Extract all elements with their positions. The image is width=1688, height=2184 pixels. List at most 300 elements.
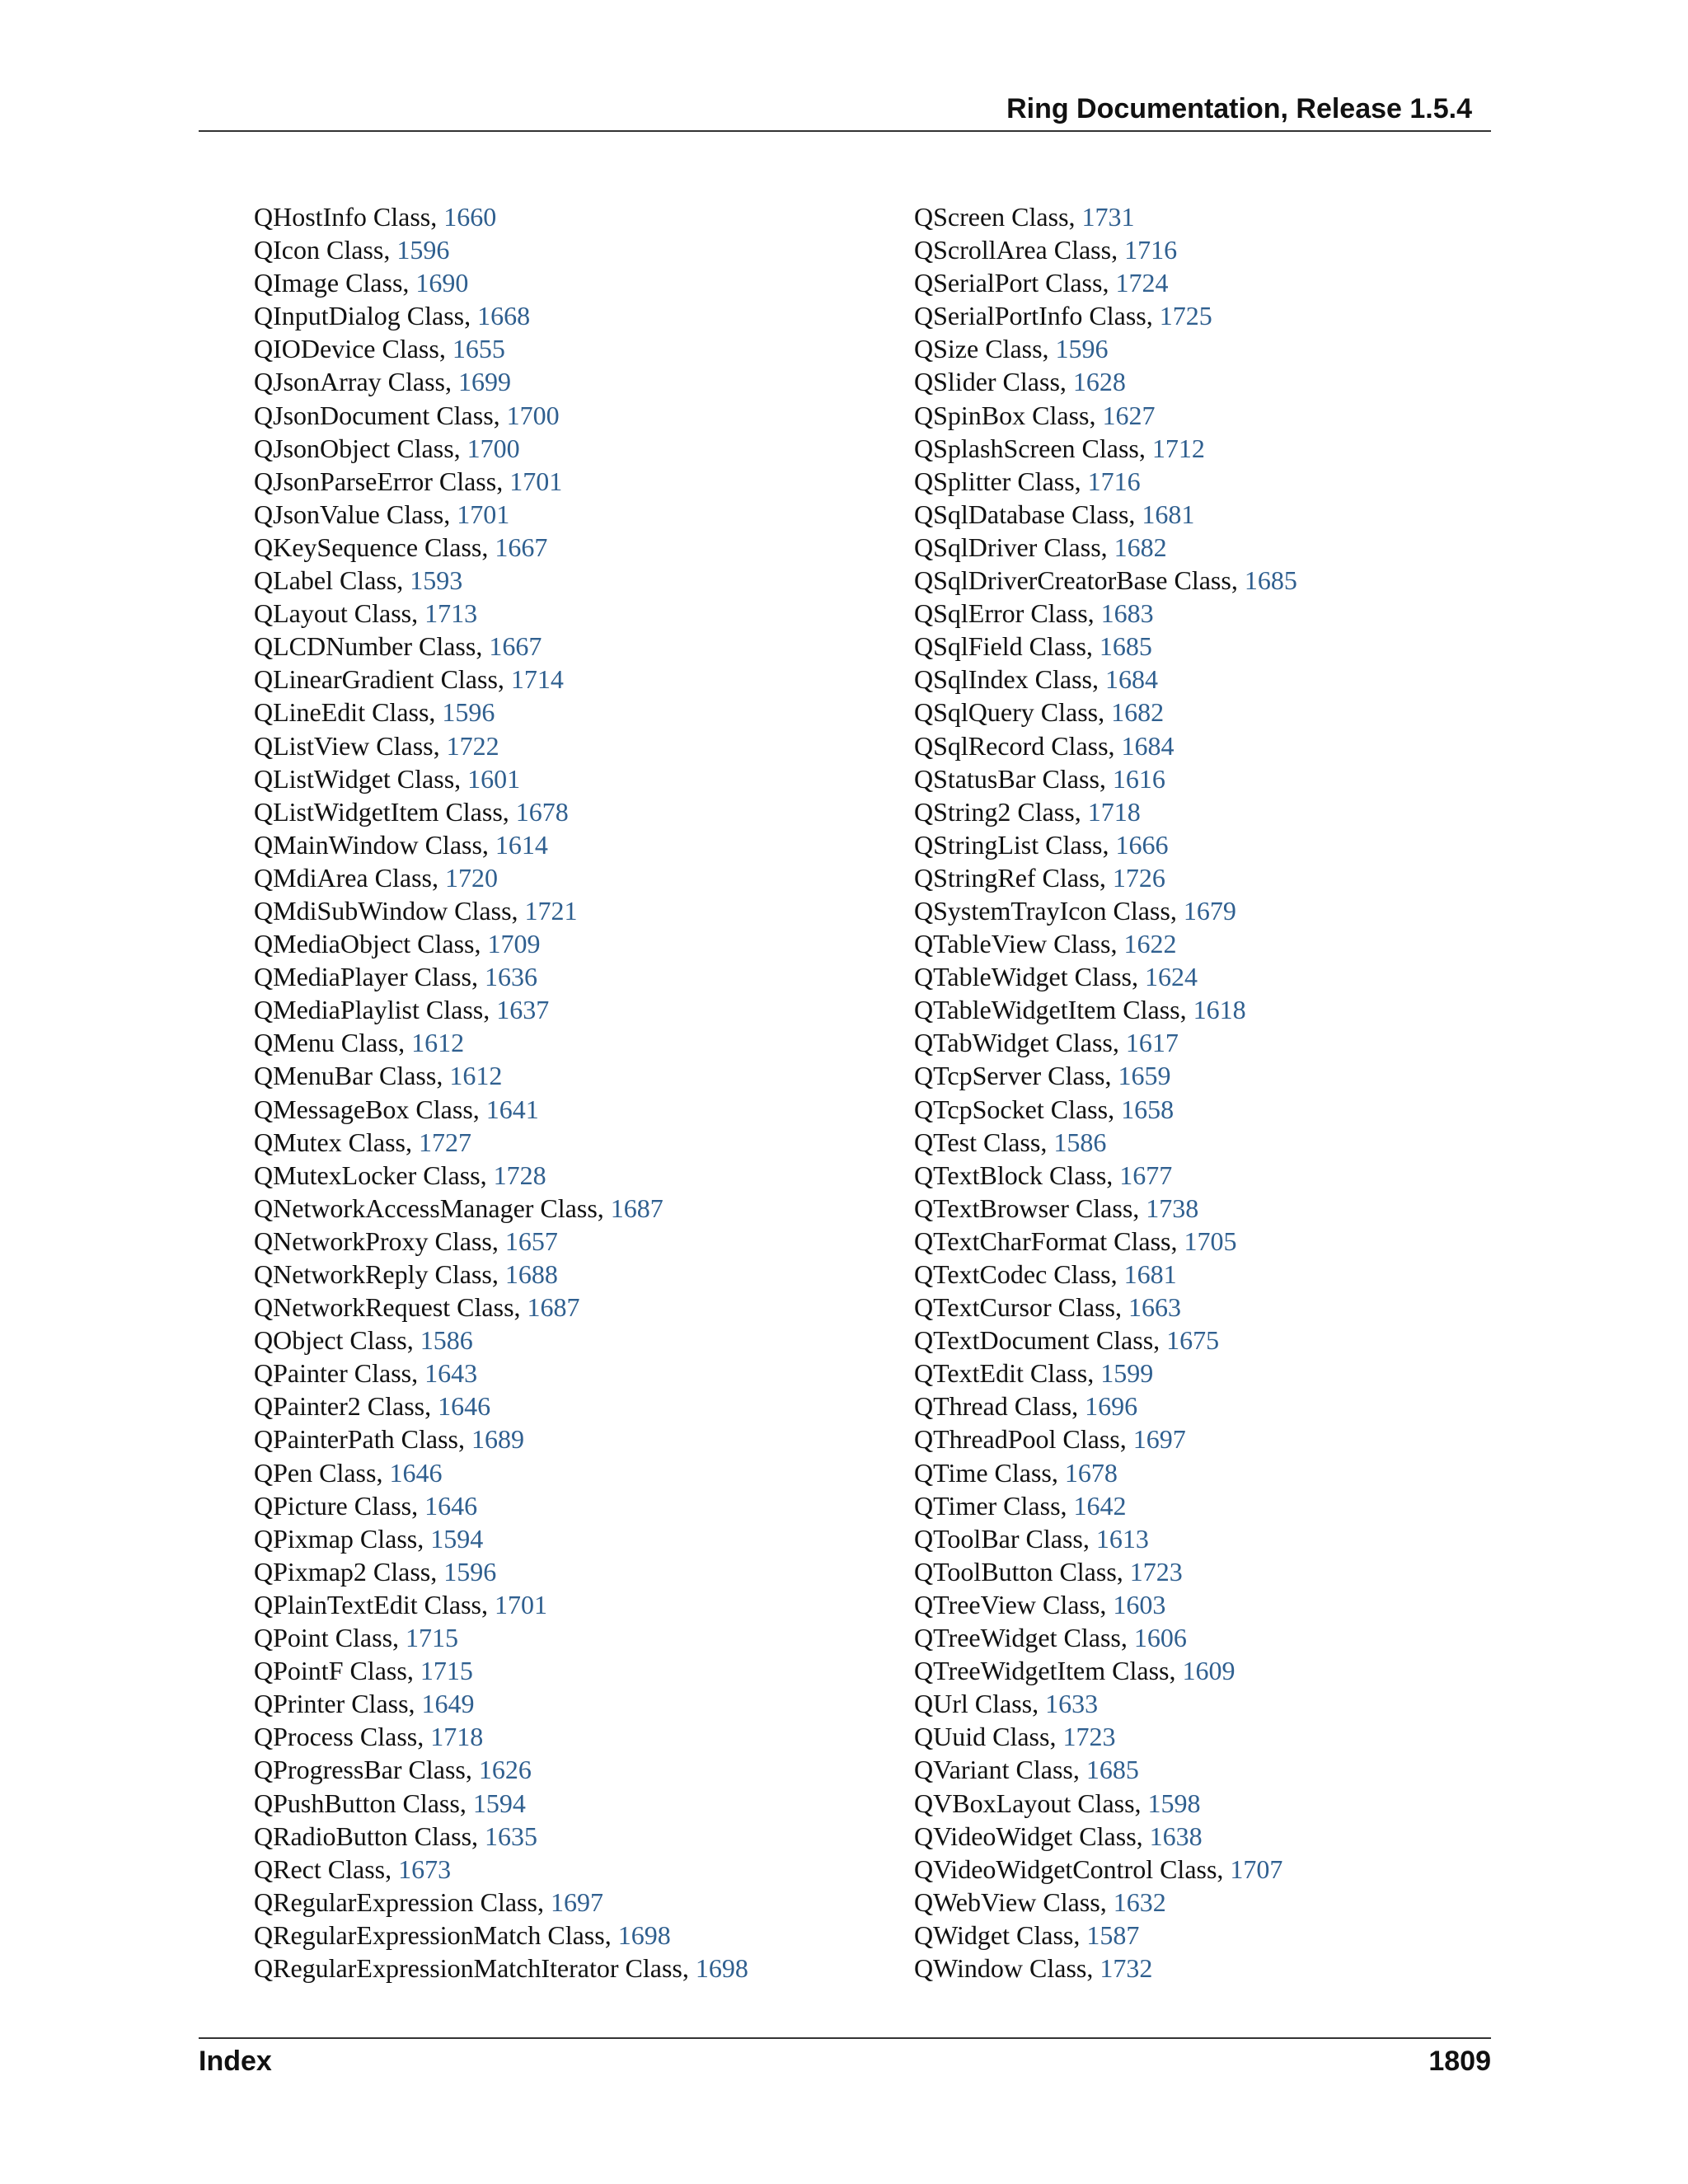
index-entry: QPainter2 Class, 1646	[254, 1391, 491, 1422]
index-entry: QSize Class, 1596	[914, 334, 1109, 364]
index-entry: QWindow Class, 1732	[914, 1952, 1153, 1983]
page-link[interactable]: 1638	[1149, 1821, 1203, 1851]
index-term: QScrollArea Class	[914, 235, 1112, 265]
index-term: QScreen Class	[914, 202, 1069, 232]
page-link[interactable]: 1603	[1113, 1589, 1166, 1619]
index-term: QTcpServer Class	[914, 1061, 1105, 1091]
index-entry: QSqlDriver Class, 1682	[914, 532, 1167, 562]
page-link[interactable]: 1698	[617, 1919, 671, 1950]
page-link[interactable]: 1728	[493, 1160, 546, 1190]
index-entry: QTextCodec Class, 1681	[914, 1259, 1177, 1289]
index-entry: QKeySequence Class, 1667	[254, 532, 548, 562]
index-term: QNetworkProxy Class	[254, 1226, 492, 1256]
page-link[interactable]: 1709	[487, 929, 541, 959]
page-link[interactable]: 1690	[415, 268, 469, 298]
index-term: QProcess Class	[254, 1722, 418, 1752]
index-entry: QThreadPool Class, 1697	[914, 1424, 1186, 1455]
index-term: QSqlDriverCreatorBase Class	[914, 565, 1231, 596]
page-link[interactable]: 1596	[442, 697, 495, 728]
index-entry: QStringList Class, 1666	[914, 829, 1169, 860]
index-entry: QJsonDocument Class, 1700	[254, 400, 560, 430]
page-link[interactable]: 1698	[695, 1952, 748, 1983]
page-link[interactable]: 1632	[1113, 1886, 1166, 1917]
index-term: QSqlRecord Class	[914, 730, 1109, 761]
index-term: QTimer Class	[914, 1490, 1061, 1521]
index-entry: QPainter Class, 1643	[254, 1358, 478, 1389]
page-link[interactable]: 1723	[1062, 1722, 1116, 1752]
index-entry: QString2 Class, 1718	[914, 796, 1141, 827]
page-link[interactable]: 1675	[1166, 1325, 1220, 1356]
page-link[interactable]: 1682	[1111, 697, 1165, 728]
index-entry: QTextEdit Class, 1599	[914, 1358, 1154, 1389]
index-entry: QPlainTextEdit Class, 1701	[254, 1589, 547, 1619]
index-entry: QLinearGradient Class, 1714	[254, 664, 564, 695]
index-entry: QNetworkReply Class, 1688	[254, 1259, 558, 1289]
index-entry: QLCDNumber Class, 1667	[254, 631, 542, 662]
index-entry: QMdiSubWindow Class, 1721	[254, 895, 578, 926]
index-entry: QTreeView Class, 1603	[914, 1589, 1166, 1619]
index-entry: QPixmap Class, 1594	[254, 1523, 484, 1554]
index-term: QSqlIndex Class	[914, 664, 1092, 695]
page-link[interactable]: 1713	[424, 598, 478, 629]
index-entry: QMenuBar Class, 1612	[254, 1061, 503, 1091]
index-term: QLabel Class	[254, 565, 397, 596]
index-term: QToolBar Class	[914, 1523, 1083, 1554]
index-entry: QTime Class, 1678	[914, 1457, 1118, 1488]
page-link[interactable]: 1720	[444, 862, 498, 893]
index-term: QTabWidget Class	[914, 1028, 1113, 1058]
index-entry: QTimer Class, 1642	[914, 1490, 1127, 1521]
index-entry: QScrollArea Class, 1716	[914, 235, 1178, 265]
page-link[interactable]: 1715	[406, 1623, 459, 1653]
index-entry: QNetworkAccessManager Class, 1687	[254, 1193, 663, 1223]
page-header-title: Ring Documentation, Release 1.5.4	[1006, 93, 1472, 124]
index-term: QSqlError Class	[914, 598, 1088, 629]
index-entry: QMdiArea Class, 1720	[254, 862, 498, 893]
index-term: QLayout Class	[254, 598, 412, 629]
index-entry: QSerialPortInfo Class, 1725	[914, 301, 1212, 331]
index-term: QNetworkAccessManager Class	[254, 1193, 598, 1223]
index-entry: QMutexLocker Class, 1728	[254, 1160, 546, 1190]
index-term: QThreadPool Class	[914, 1424, 1120, 1455]
page-link[interactable]: 1679	[1183, 895, 1236, 926]
index-entry: QToolButton Class, 1723	[914, 1556, 1183, 1586]
page-link[interactable]: 1699	[457, 367, 511, 397]
page-link[interactable]: 1678	[1064, 1457, 1118, 1488]
index-entry: QLabel Class, 1593	[254, 565, 463, 596]
index-entry: QListWidgetItem Class, 1678	[254, 796, 569, 827]
index-term: QVideoWidget Class	[914, 1821, 1137, 1851]
page-link[interactable]: 1594	[472, 1788, 526, 1818]
index-entry: QIODevice Class, 1655	[254, 334, 505, 364]
index-term: QPushButton Class	[254, 1788, 460, 1818]
page-link[interactable]: 1723	[1129, 1556, 1183, 1586]
index-term: QWindow Class	[914, 1952, 1087, 1983]
page-link[interactable]: 1681	[1142, 499, 1195, 529]
index-term: QLinearGradient Class	[254, 664, 498, 695]
index-entry: QHostInfo Class, 1660	[254, 202, 497, 232]
index-entry: QSqlDriverCreatorBase Class, 1685	[914, 565, 1297, 596]
page-link[interactable]: 1718	[430, 1722, 484, 1752]
index-term: QObject Class	[254, 1325, 407, 1356]
page-link[interactable]: 1738	[1146, 1193, 1199, 1223]
index-entry: QNetworkRequest Class, 1687	[254, 1292, 580, 1323]
index-entry: QVideoWidgetControl Class, 1707	[914, 1854, 1283, 1884]
index-entry: QSystemTrayIcon Class, 1679	[914, 895, 1236, 926]
index-entry: QSqlError Class, 1683	[914, 598, 1154, 629]
page-link[interactable]: 1606	[1133, 1623, 1187, 1653]
page-link[interactable]: 1707	[1230, 1854, 1283, 1884]
page-link[interactable]: 1685	[1099, 631, 1152, 662]
index-term: QMutex Class	[254, 1127, 406, 1157]
page-link[interactable]: 1646	[389, 1457, 443, 1488]
index-entry: QSqlDatabase Class, 1681	[914, 499, 1195, 529]
index-entry: QTextDocument Class, 1675	[914, 1325, 1220, 1356]
index-term: QMessageBox Class	[254, 1094, 473, 1124]
index-term: QSqlDriver Class	[914, 532, 1101, 562]
page-link[interactable]: 1712	[1151, 433, 1205, 463]
index-entry: QObject Class, 1586	[254, 1325, 473, 1356]
page-link[interactable]: 1586	[1053, 1127, 1107, 1157]
index-entry: QSplashScreen Class, 1712	[914, 433, 1205, 463]
page-link[interactable]: 1701	[509, 466, 563, 496]
index-term: QPixmap Class	[254, 1523, 418, 1554]
index-term: QPen Class	[254, 1457, 377, 1488]
page-link[interactable]: 1725	[1159, 301, 1212, 331]
page-link[interactable]: 1643	[424, 1358, 478, 1389]
index-entry: QSqlField Class, 1685	[914, 631, 1152, 662]
page-link[interactable]: 1596	[396, 235, 450, 265]
index-entry: QScreen Class, 1731	[914, 202, 1135, 232]
page-link[interactable]: 1673	[398, 1854, 452, 1884]
index-term: QPainter2 Class	[254, 1391, 425, 1422]
index-entry: QRegularExpression Class, 1697	[254, 1886, 603, 1917]
page-link[interactable]: 1721	[524, 895, 578, 926]
index-term: QMediaObject Class	[254, 929, 475, 959]
page-link[interactable]: 1658	[1121, 1094, 1175, 1124]
page-link[interactable]: 1596	[443, 1556, 497, 1586]
page-link[interactable]: 1701	[457, 499, 510, 529]
index-term: QMediaPlaylist Class	[254, 995, 484, 1025]
page-link[interactable]: 1614	[495, 829, 548, 860]
index-entry: QRect Class, 1673	[254, 1854, 452, 1884]
index-term: QTextBlock Class	[914, 1160, 1107, 1190]
index-term: QPointF Class	[254, 1656, 407, 1686]
index-entry: QToolBar Class, 1613	[914, 1523, 1149, 1554]
page-link[interactable]: 1635	[485, 1821, 538, 1851]
page-link[interactable]: 1660	[443, 202, 497, 232]
page-link[interactable]: 1616	[1112, 763, 1165, 794]
index-term: QJsonArray Class	[254, 367, 445, 397]
index-entry: QMediaObject Class, 1709	[254, 929, 541, 959]
page-link[interactable]: 1724	[1115, 268, 1169, 298]
index-entry: QNetworkProxy Class, 1657	[254, 1226, 558, 1256]
page-link[interactable]: 1687	[527, 1292, 580, 1323]
index-entry: QTreeWidget Class, 1606	[914, 1623, 1187, 1653]
page-link[interactable]: 1599	[1100, 1358, 1154, 1389]
page-link[interactable]: 1618	[1193, 995, 1246, 1025]
index-term: QNetworkReply Class	[254, 1259, 492, 1289]
page-link[interactable]: 1657	[504, 1226, 558, 1256]
page-link[interactable]: 1722	[446, 730, 499, 761]
index-term: QTreeWidgetItem Class	[914, 1656, 1170, 1686]
page-link[interactable]: 1646	[424, 1490, 478, 1521]
page-link[interactable]: 1596	[1055, 334, 1109, 364]
page-link[interactable]: 1716	[1087, 466, 1141, 496]
index-term: QString2 Class	[914, 796, 1075, 827]
index-term: QMutexLocker Class	[254, 1160, 481, 1190]
index-term: QSqlDatabase Class	[914, 499, 1129, 529]
page-link[interactable]: 1714	[510, 664, 564, 695]
index-entry: QMediaPlayer Class, 1636	[254, 962, 537, 992]
index-column-right	[914, 200, 1297, 1985]
footer-section-label: Index	[199, 2046, 272, 2077]
index-entry: QMutex Class, 1727	[254, 1127, 471, 1157]
index-entry: QMediaPlaylist Class, 1637	[254, 995, 550, 1025]
index-term: QSpinBox Class	[914, 400, 1090, 430]
index-entry: QUuid Class, 1723	[914, 1722, 1116, 1752]
index-term: QPoint Class	[254, 1623, 393, 1653]
index-term: QImage Class	[254, 268, 403, 298]
index-term: QPicture Class	[254, 1490, 412, 1521]
index-entry: QStringRef Class, 1726	[914, 862, 1165, 893]
index-entry: QSqlRecord Class, 1684	[914, 730, 1175, 761]
page-link[interactable]: 1641	[485, 1094, 539, 1124]
index-term: QSplitter Class	[914, 466, 1075, 496]
page-link[interactable]: 1697	[550, 1886, 603, 1917]
page-link[interactable]: 1732	[1100, 1952, 1153, 1983]
page-link[interactable]: 1587	[1086, 1919, 1140, 1950]
page-link[interactable]: 1689	[471, 1424, 524, 1455]
index-term: QToolButton Class	[914, 1556, 1117, 1586]
page-link[interactable]: 1637	[496, 995, 550, 1025]
index-entry: QSerialPort Class, 1724	[914, 268, 1169, 298]
index-entry: QProcess Class, 1718	[254, 1722, 484, 1752]
page-link[interactable]: 1586	[420, 1325, 473, 1356]
index-entry: QWebView Class, 1632	[914, 1886, 1166, 1917]
index-term: QLineEdit Class	[254, 697, 429, 728]
index-term: QLCDNumber Class	[254, 631, 476, 662]
index-entry: QTest Class, 1586	[914, 1127, 1107, 1157]
index-term: QPainter Class	[254, 1358, 412, 1389]
page-link[interactable]: 1701	[494, 1589, 547, 1619]
page-link[interactable]: 1718	[1087, 796, 1141, 827]
index-term: QStringRef Class	[914, 862, 1100, 893]
index-entry: QTabWidget Class, 1617	[914, 1028, 1179, 1058]
index-term: QMdiArea Class	[254, 862, 432, 893]
index-term: QTableView Class	[914, 929, 1111, 959]
index-term: QJsonValue Class	[254, 499, 444, 529]
index-term: QUrl Class	[914, 1689, 1033, 1719]
page-link[interactable]: 1627	[1102, 400, 1156, 430]
page-link[interactable]: 1612	[411, 1028, 465, 1058]
index-entry: QProgressBar Class, 1626	[254, 1755, 532, 1785]
page-link[interactable]: 1613	[1095, 1523, 1149, 1554]
index-term: QMainWindow Class	[254, 829, 482, 860]
page-link[interactable]: 1666	[1115, 829, 1169, 860]
index-entry: QPen Class, 1646	[254, 1457, 443, 1488]
index-term: QVariant Class	[914, 1755, 1073, 1785]
index-entry: QWidget Class, 1587	[914, 1919, 1140, 1950]
page-link[interactable]: 1612	[449, 1061, 503, 1091]
index-term: QMenuBar Class	[254, 1061, 437, 1091]
page-link[interactable]: 1681	[1123, 1259, 1177, 1289]
index-entry: QPicture Class, 1646	[254, 1490, 478, 1521]
index-entry: QIcon Class, 1596	[254, 235, 450, 265]
page-link[interactable]: 1731	[1081, 202, 1135, 232]
index-term: QPlainTextEdit Class	[254, 1589, 481, 1619]
page-link[interactable]: 1667	[495, 532, 548, 562]
page-link[interactable]: 1628	[1072, 367, 1126, 397]
index-term: QMdiSubWindow Class	[254, 895, 512, 926]
page-link[interactable]: 1593	[410, 565, 463, 596]
index-entry: QTableView Class, 1622	[914, 929, 1177, 959]
index-entry: QUrl Class, 1633	[914, 1689, 1099, 1719]
index-term: QTime Class	[914, 1457, 1052, 1488]
index-term: QListWidgetItem Class	[254, 796, 503, 827]
index-entry: QJsonObject Class, 1700	[254, 433, 520, 463]
index-entry: QTcpSocket Class, 1658	[914, 1094, 1175, 1124]
page-link[interactable]: 1668	[477, 301, 531, 331]
index-entry: QTextCharFormat Class, 1705	[914, 1226, 1237, 1256]
index-term: QIcon Class	[254, 235, 384, 265]
page-link[interactable]: 1601	[467, 763, 521, 794]
index-term: QTextBrowser Class	[914, 1193, 1133, 1223]
index-term: QHostInfo Class	[254, 202, 431, 232]
index-entry: QRegularExpressionMatchIterator Class, 1698	[254, 1952, 748, 1983]
index-term: QTcpSocket Class	[914, 1094, 1109, 1124]
page-link[interactable]: 1659	[1118, 1061, 1171, 1091]
index-term: QPixmap2 Class	[254, 1556, 431, 1586]
index-term: QNetworkRequest Class	[254, 1292, 514, 1323]
page-link[interactable]: 1622	[1123, 929, 1177, 959]
page-link[interactable]: 1667	[489, 631, 542, 662]
index-entry: QVideoWidget Class, 1638	[914, 1821, 1203, 1851]
page-link[interactable]: 1663	[1128, 1292, 1181, 1323]
page-link[interactable]: 1677	[1119, 1160, 1173, 1190]
page-link[interactable]: 1697	[1132, 1424, 1186, 1455]
page-link[interactable]: 1633	[1045, 1689, 1099, 1719]
index-entry: QImage Class, 1690	[254, 268, 469, 298]
index-entry: QTextBlock Class, 1677	[914, 1160, 1173, 1190]
page-link[interactable]: 1683	[1100, 598, 1154, 629]
page-link[interactable]: 1696	[1085, 1391, 1138, 1422]
index-term: QTextDocument Class	[914, 1325, 1154, 1356]
index-term: QSlider Class	[914, 367, 1060, 397]
page-link[interactable]: 1684	[1105, 664, 1158, 695]
index-term: QSize Class	[914, 334, 1043, 364]
page-link[interactable]: 1684	[1121, 730, 1175, 761]
page-link[interactable]: 1685	[1244, 565, 1297, 596]
index-term: QKeySequence Class	[254, 532, 482, 562]
page-link[interactable]: 1598	[1147, 1788, 1201, 1818]
page-link[interactable]: 1655	[452, 334, 505, 364]
page-link[interactable]: 1609	[1182, 1656, 1236, 1686]
index-term: QSerialPort Class	[914, 268, 1103, 298]
page-link[interactable]: 1642	[1073, 1490, 1127, 1521]
page-link[interactable]: 1685	[1085, 1755, 1139, 1785]
index-term: QJsonDocument Class	[254, 400, 494, 430]
index-term: QWebView Class	[914, 1886, 1100, 1917]
index-term: QTextCodec Class	[914, 1259, 1111, 1289]
index-entry: QSpinBox Class, 1627	[914, 400, 1156, 430]
page-link[interactable]: 1678	[515, 796, 569, 827]
index-term: QPrinter Class	[254, 1689, 409, 1719]
index-column-left	[254, 200, 748, 1985]
footer-page-number: 1809	[1428, 2046, 1491, 2077]
index-entry: QListWidget Class, 1601	[254, 763, 521, 794]
page-link[interactable]: 1626	[478, 1755, 532, 1785]
index-term: QMediaPlayer Class	[254, 962, 471, 992]
index-term: QTableWidgetItem Class	[914, 995, 1180, 1025]
index-entry: QTextCursor Class, 1663	[914, 1292, 1181, 1323]
index-entry: QInputDialog Class, 1668	[254, 301, 531, 331]
index-entry: QMessageBox Class, 1641	[254, 1094, 539, 1124]
index-entry: QPrinter Class, 1649	[254, 1689, 475, 1719]
index-entry: QLayout Class, 1713	[254, 598, 478, 629]
index-term: QTreeWidget Class	[914, 1623, 1121, 1653]
index-entry: QVariant Class, 1685	[914, 1755, 1139, 1785]
index-term: QRegularExpressionMatch Class	[254, 1919, 605, 1950]
index-entry: QRadioButton Class, 1635	[254, 1821, 538, 1851]
index-term: QTreeView Class	[914, 1589, 1100, 1619]
page-link[interactable]: 1716	[1124, 235, 1178, 265]
index-term: QInputDialog Class	[254, 301, 465, 331]
page-link[interactable]: 1688	[504, 1259, 558, 1289]
index-entry: QLineEdit Class, 1596	[254, 697, 495, 728]
page-link[interactable]: 1594	[430, 1523, 484, 1554]
index-entry: QPixmap2 Class, 1596	[254, 1556, 497, 1586]
page-link[interactable]: 1705	[1184, 1226, 1237, 1256]
index-term: QSqlQuery Class	[914, 697, 1099, 728]
index-entry: QSplitter Class, 1716	[914, 466, 1141, 496]
page-link[interactable]: 1726	[1112, 862, 1165, 893]
index-term: QTest Class	[914, 1127, 1041, 1157]
page-link[interactable]: 1649	[421, 1689, 475, 1719]
page-link[interactable]: 1646	[438, 1391, 491, 1422]
page-link[interactable]: 1700	[467, 433, 520, 463]
index-term: QRegularExpressionMatchIterator Class	[254, 1952, 682, 1983]
index-entry: QTableWidgetItem Class, 1618	[914, 995, 1246, 1025]
page-link[interactable]: 1624	[1144, 962, 1198, 992]
index-entry: QJsonArray Class, 1699	[254, 367, 511, 397]
index-entry: QPoint Class, 1715	[254, 1623, 459, 1653]
page-link[interactable]: 1682	[1114, 532, 1167, 562]
index-term: QListWidget Class	[254, 763, 455, 794]
page-link[interactable]: 1617	[1125, 1028, 1179, 1058]
index-term: QTextEdit Class	[914, 1358, 1088, 1389]
index-term: QSystemTrayIcon Class	[914, 895, 1170, 926]
index-entry: QThread Class, 1696	[914, 1391, 1138, 1422]
index-term: QVBoxLayout Class	[914, 1788, 1135, 1818]
index-entry: QSqlIndex Class, 1684	[914, 664, 1158, 695]
page-link[interactable]: 1715	[420, 1656, 473, 1686]
page-link[interactable]: 1636	[484, 962, 537, 992]
page-link[interactable]: 1727	[419, 1127, 471, 1157]
footer-rule	[199, 2037, 1491, 2039]
index-term: QThread Class	[914, 1391, 1072, 1422]
index-term: QPainterPath Class	[254, 1424, 458, 1455]
index-term: QRadioButton Class	[254, 1821, 472, 1851]
page-link[interactable]: 1687	[610, 1193, 663, 1223]
index-entry: QJsonParseError Class, 1701	[254, 466, 563, 496]
page-link[interactable]: 1700	[506, 400, 560, 430]
index-term: QIODevice Class	[254, 334, 439, 364]
index-term: QRegularExpression Class	[254, 1886, 537, 1917]
index-term: QListView Class	[254, 730, 434, 761]
index-entry: QStatusBar Class, 1616	[914, 763, 1165, 794]
header-rule	[199, 130, 1491, 132]
